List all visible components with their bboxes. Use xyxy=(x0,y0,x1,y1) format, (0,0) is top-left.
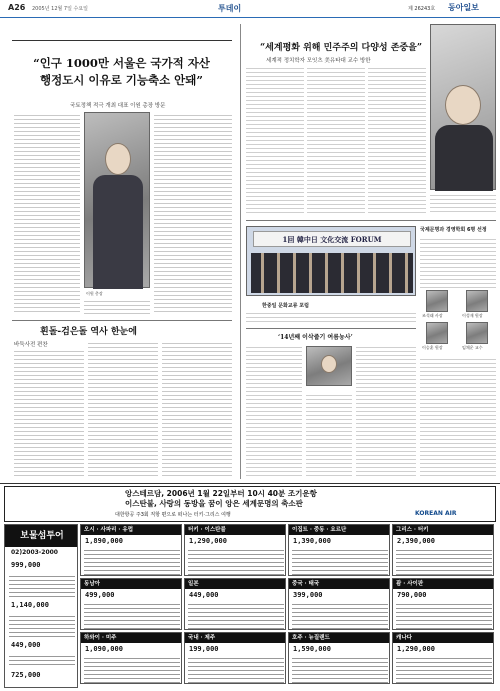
baduk-subhead: 바둑사전 편찬 xyxy=(14,342,48,348)
ad-package-details xyxy=(188,547,284,575)
left-price-1: 999,000 xyxy=(11,561,41,569)
ad-package-title: 동남아 xyxy=(81,579,181,589)
small-body-col-1 xyxy=(246,344,302,478)
page-header xyxy=(0,0,500,18)
left-price-2: 1,140,000 xyxy=(11,601,49,609)
ad-package-title: 하와이 · 미주 xyxy=(81,633,181,643)
ad-package-title: 그리스 · 터키 xyxy=(393,525,493,535)
ad-package-cell xyxy=(184,578,286,630)
ad-grid xyxy=(80,524,496,688)
ad-package-price: 2,390,000 xyxy=(397,537,435,545)
ad-package-title: 터키 · 이스탄불 xyxy=(185,525,285,535)
ad-package-cell xyxy=(80,524,182,576)
award-body-2 xyxy=(420,356,496,478)
left-lines-3 xyxy=(9,653,75,667)
article-rule xyxy=(12,40,232,41)
baduk-body-col-3 xyxy=(162,340,232,478)
baduk-body-col-1 xyxy=(14,348,84,478)
column-rule xyxy=(240,24,241,479)
right-subhead: 세계적 정치학자 모잇츠 美유타대 교수 방한 xyxy=(266,58,371,64)
award-title: 국제문명과 경영학회 6명 선정 xyxy=(420,227,487,233)
ad-top-line-1: 앙스테르담, 2006년 1월 22일부터 10시 40분 조기운항 xyxy=(125,489,317,498)
ad-package-details xyxy=(396,655,492,683)
photo-caption: 이원 총장 xyxy=(86,291,103,296)
right-body-col-1 xyxy=(246,65,304,215)
ad-package-title: 국내 · 제주 xyxy=(185,633,285,643)
ad-package-details xyxy=(292,601,388,629)
ad-package-title: 캐나다 xyxy=(393,633,493,643)
article-body-col-1 xyxy=(14,112,80,312)
left-lines-1 xyxy=(9,573,75,597)
ad-package-price: 1,290,000 xyxy=(189,537,227,545)
right-body-col-3 xyxy=(368,65,426,215)
small-photo xyxy=(306,346,352,386)
brand-phone: 02)2003-2000 xyxy=(11,549,58,556)
baduk-body-col-2 xyxy=(88,340,158,478)
left-price-4: 725,000 xyxy=(11,671,41,679)
ad-package-details xyxy=(84,547,180,575)
left-lines-2 xyxy=(9,613,75,637)
ad-package-details xyxy=(396,547,492,575)
left-price-3: 449,000 xyxy=(11,641,41,649)
ad-package-details xyxy=(84,655,180,683)
ad-package-title: 오시 · 사파리 · 유럽 xyxy=(81,525,181,535)
divider xyxy=(12,320,232,321)
ad-package-cell xyxy=(392,524,494,576)
small-headline: ‘14년째 이삭줍기 여름농사’ xyxy=(278,334,353,341)
headline-line-2: 행정도시 이유로 기능축소 안돼” xyxy=(39,73,204,87)
issue-number: 제 26243호 xyxy=(408,6,436,12)
ad-package-price: 1,590,000 xyxy=(293,645,331,653)
brand-column xyxy=(4,524,78,688)
award-portraits: 조석래 사장 이성재 원장 이승훈 원장 임채운 교수 xyxy=(420,290,496,352)
page-number: A26 xyxy=(8,3,26,12)
right-headline: “세계평화 위해 민주주의 다양성 존중을” xyxy=(260,43,422,53)
ad-package-price: 449,000 xyxy=(189,591,219,599)
ad-package-price: 399,000 xyxy=(293,591,323,599)
ad-package-cell xyxy=(392,632,494,684)
airline-logo: KOREAN AIR xyxy=(415,510,457,517)
ad-package-cell xyxy=(184,632,286,684)
ad-package-price: 1,090,000 xyxy=(85,645,123,653)
forum-caption-lines xyxy=(246,310,416,324)
article-subhead: 국토정책 적극 개최 대표 이원 총장 방문 xyxy=(70,103,166,109)
ad-package-price: 1,390,000 xyxy=(293,537,331,545)
issue-date: 2005년 12월 7일 수요일 xyxy=(32,6,89,12)
section-title: 투데이 xyxy=(218,4,242,13)
ad-sub-line: 대한항공 주3회 직항 편으로 떠나는 터키·그리스 여행 xyxy=(115,512,231,518)
ad-package-details xyxy=(84,601,180,629)
forum-banner: 1回 韓中日 文化交流 FORUM xyxy=(253,231,411,247)
newspaper-logo: 동아일보 xyxy=(448,3,479,12)
small-body-col-3 xyxy=(356,344,416,478)
ad-package-details xyxy=(292,655,388,683)
article-body-col-2 xyxy=(84,298,150,314)
ad-package-cell xyxy=(80,632,182,684)
ad-package-details xyxy=(396,601,492,629)
ad-package-price: 1,890,000 xyxy=(85,537,123,545)
ad-package-price: 199,000 xyxy=(189,645,219,653)
ad-package-details xyxy=(188,601,284,629)
ad-package-cell xyxy=(288,578,390,630)
headline-line-1: “인구 1000만 서울은 국가적 자산 xyxy=(33,56,210,70)
ad-package-price: 499,000 xyxy=(85,591,115,599)
ad-package-title: 일본 xyxy=(185,579,285,589)
ad-package-details xyxy=(292,547,388,575)
ad-package-title: 이집트 · 중동 · 요르단 xyxy=(289,525,389,535)
divider xyxy=(246,220,496,221)
ad-package-price: 790,000 xyxy=(397,591,427,599)
ad-top-banner xyxy=(4,486,496,522)
ad-package-title: 괌 · 사이판 xyxy=(393,579,493,589)
award-body xyxy=(420,236,496,288)
ad-package-details xyxy=(188,655,284,683)
ad-package-cell xyxy=(392,578,494,630)
right-body-col-2 xyxy=(307,65,365,215)
ad-package-cell xyxy=(288,632,390,684)
baduk-headline: 흰돌-검은돌 역사 한눈에 xyxy=(40,327,137,337)
forum-photo xyxy=(246,226,416,296)
professor-photo xyxy=(430,24,496,190)
ad-package-title: 중국 · 태국 xyxy=(289,579,389,589)
small-body-col-2 xyxy=(306,392,352,478)
forum-caption: 한중일 문화교류 포럼 xyxy=(262,303,309,309)
ad-package-price: 1,290,000 xyxy=(397,645,435,653)
divider xyxy=(246,328,416,329)
ad-package-title: 호주 · 뉴질랜드 xyxy=(289,633,389,643)
ad-package-cell xyxy=(288,524,390,576)
article-photo xyxy=(84,112,150,288)
article-headline xyxy=(14,55,229,89)
photo-caption-lines xyxy=(430,192,496,214)
brand-name: 보물섬투어 xyxy=(5,525,78,547)
article-body-col-3 xyxy=(154,112,232,314)
ad-package-cell xyxy=(80,578,182,630)
ad-top-line-2: 이스탄불, 사랑의 동방을 꿈이 앙은 세계문명의 축소판 xyxy=(125,499,303,508)
ad-package-cell xyxy=(184,524,286,576)
